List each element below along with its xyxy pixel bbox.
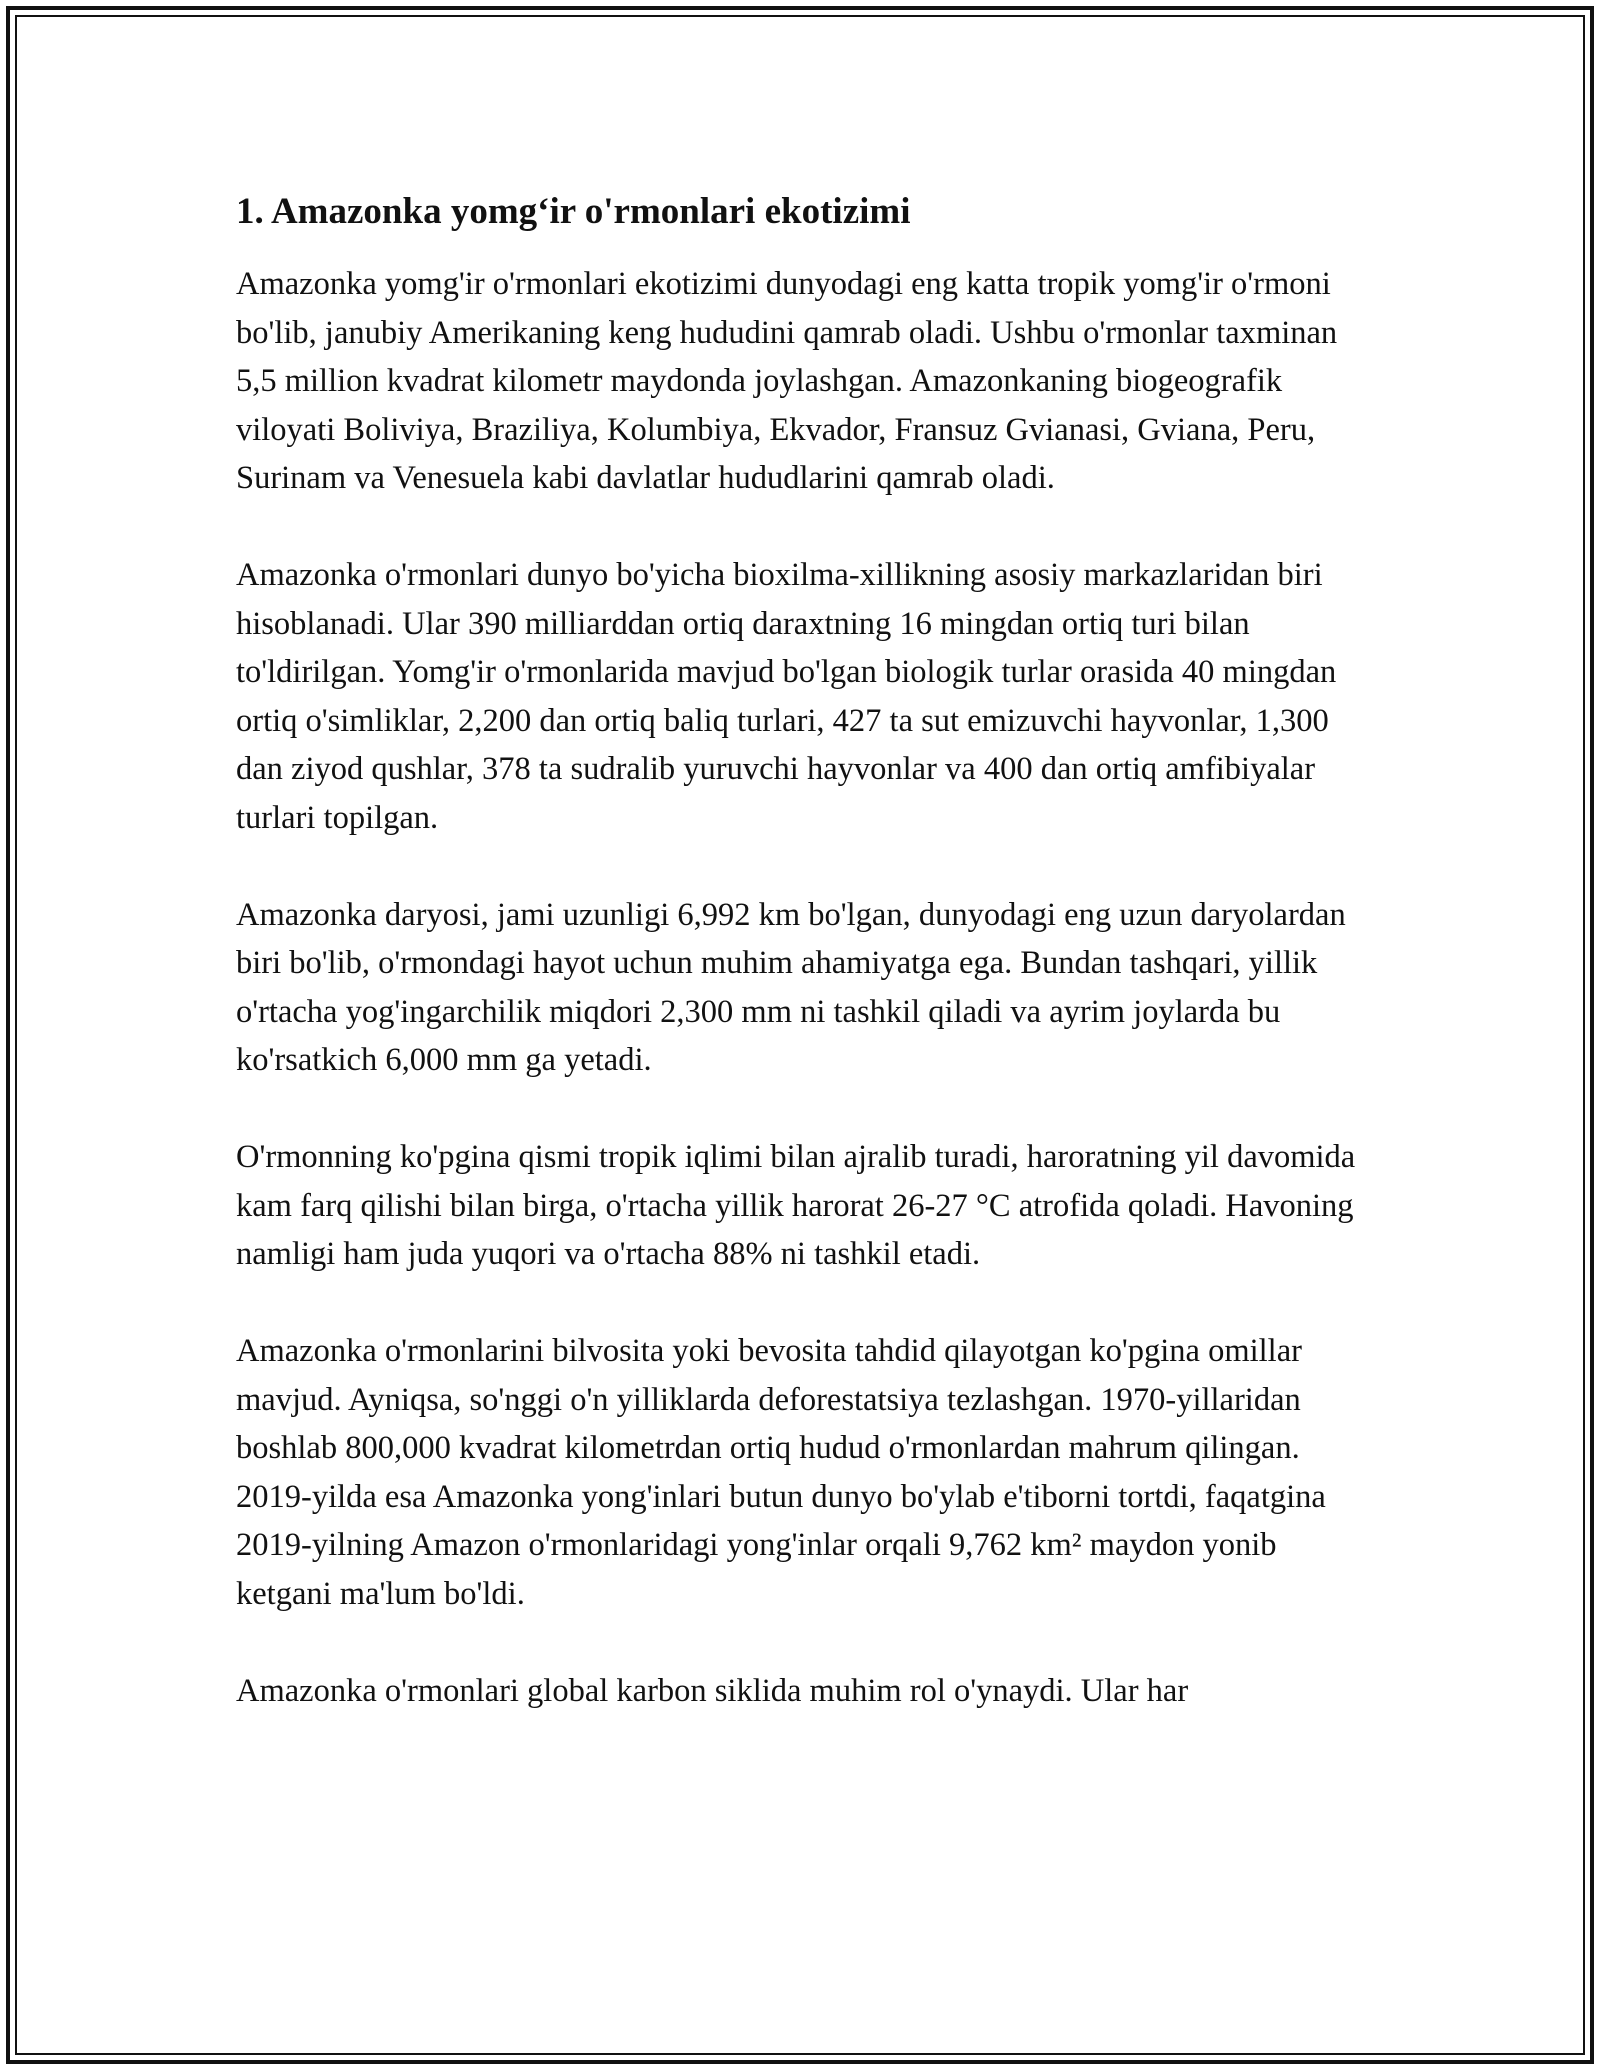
paragraph-overview: Amazonka yomg'ir o'rmonlari ekotizimi dunyodagi eng katta tropik yomg'ir o'rmoni bo'lib, janubiy Amerikaning keng hududini qamrab oladi. Ushbu o'rmonlar taxminan 5,5 million kvadrat kilometr maydonda joylashgan. Amazonkaning biogeografik viloyati Boliviya, Braziliya, Kolumbiya, Ekvador, Fransuz Gvianasi, Gviana, Peru, Surinam va Venesuela kabi davlatlar hududlarini qamrab oladi.	[236, 266, 1338, 496]
paragraph-river-climate: Amazonka daryosi, jami uzunligi 6,992 km bo'lgan, dunyodagi eng uzun daryolardan biri bo'lib, o'rmondagi hayot uchun muhim ahamiyatga ega. Bundan tashqari, yillik o'rtacha yog'ingarchilik miqdori 2,300 mm ni tashkil qiladi va ayrim joylarda bu ko'rsatkich 6,000 mm ga yetadi.	[236, 896, 1346, 1078]
paragraph-threats: Amazonka o'rmonlarini bilvosita yoki bevosita tahdid qilayotgan ko'pgina omillar mavjud. Ayniqsa, so'nggi o'n yilliklarda deforestatsiya tezlashgan. 1970-yillaridan boshlab 800,000 kvadrat kilometrdan ortiq hudud o'rmonlardan mahrum qilingan. 2019-yilda esa Amazonka yong'inlari butun dunyo bo'ylab e'tiborni tortdi, faqatgina 2019-yilning Amazon o'rmonlaridagi yong'inlar orqali 9,762 km² maydon yonib ketgani ma'lum bo'ldi.	[236, 1333, 1326, 1612]
document-body	[236, 190, 1360, 1764]
paragraph-carbon-cycle: Amazonka o'rmonlari global karbon siklida muhim rol o'ynaydi. Ular har	[236, 1672, 1189, 1709]
paragraph-biodiversity: Amazonka o'rmonlari dunyo bo'yicha bioxilma-xillikning asosiy markazlaridan biri hisoblanadi. Ular 390 milliarddan ortiq daraxtning 16 mingdan ortiq turi bilan to'ldirilgan. Yomg'ir o'rmonlarida mavjud bo'lgan biologik turlar orasida 40 mingdan ortiq o'simliklar, 2,200 dan ortiq baliq turlari, 427 ta sut emizuvchi hayvonlar, 1,300 dan ziyod qushlar, 378 ta sudralib yuruvchi hayvonlar va 400 dan ortiq amfibiyalar turlari topilgan.	[236, 557, 1337, 836]
paragraph-tropical-climate: O'rmonning ko'pgina qismi tropik iqlimi bilan ajralib turadi, haroratning yil davomida kam farq qilishi bilan birga, o'rtacha yillik harorat 26-27 °C atrofida qoladi. Havoning namligi ham juda yuqori va o'rtacha 88% ni tashkil etadi.	[236, 1139, 1356, 1272]
section-heading: 1. Amazonka yomg‘ir o'rmonlari ekotizimi	[236, 191, 911, 232]
